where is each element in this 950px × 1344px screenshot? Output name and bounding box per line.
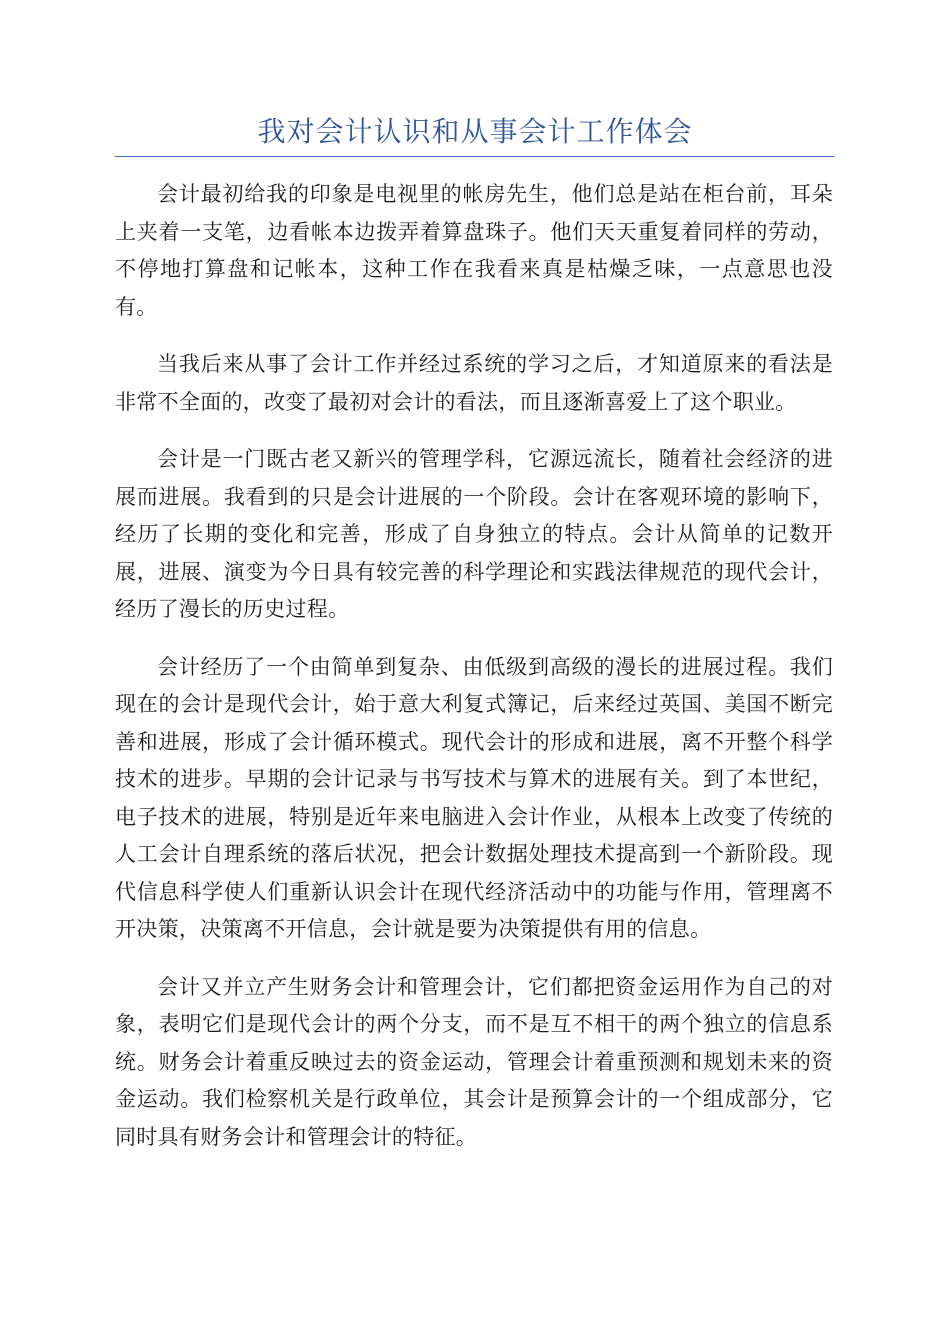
title-block — [115, 112, 835, 157]
paragraph-5: 会计又并立产生财务会计和管理会计，它们都把资金运用作为自己的对象，表明它们是现代会计的两个分支，而不是互不相干的两个独立的信息系统。财务会计着重反映过去的资金运动，管理会计着重预测和规划未来的资金运动。我们检察机关是行政单位，其会计是预算会计的一个组成部分，它同时具有财务会计和管理会计的特征。 — [115, 974, 833, 1149]
paragraph-3: 会计是一门既古老又新兴的管理学科，它源远流长，随着社会经济的进展而进展。我看到的只是会计进展的一个阶段。会计在客观环境的影响下，经历了长期的变化和完善，形成了自身独立的特点。会计从简单的记数开展，进展、演变为今日具有较完善的科学理论和实践法律规范的现代会计，经历了漫长的历史过程。 — [115, 447, 833, 621]
paragraph-2: 当我后来从事了会计工作并经过系统的学习之后，才知道原来的看法是非常不全面的，改变了最初对会计的看法，而且逐渐喜爱上了这个职业。 — [115, 352, 833, 414]
document-title: 我对会计认识和从事会计工作体会 — [257, 115, 693, 148]
document-body — [115, 176, 833, 1176]
paragraph-1: 会计最初给我的印象是电视里的帐房先生，他们总是站在柜台前，耳朵上夹着一支笔，边看帐本边拨弄着算盘珠子。他们天天重复着同样的劳动，不停地打算盘和记帐本，这种工作在我看来真是枯燥乏味，一点意思也没有。 — [115, 182, 833, 319]
paragraph-4: 会计经历了一个由简单到复杂、由低级到高级的漫长的进展过程。我们现在的会计是现代会计，始于意大利复式簿记，后来经过英国、美国不断完善和进展，形成了会计循环模式。现代会计的形成和进展，离不开整个科学技术的进步。早期的会计记录与书写技术与算术的进展有关。到了本世纪，电子技术的进展，特别是近年来电脑进入会计作业，从根本上改变了传统的人工会计自理系统的落后状况，把会计数据处理技术提高到一个新阶段。现代信息科学使人们重新认识会计在现代经济活动中的功能与作用，管理离不开决策，决策离不开信息，会计就是要为决策提供有用的信息。 — [115, 654, 833, 941]
